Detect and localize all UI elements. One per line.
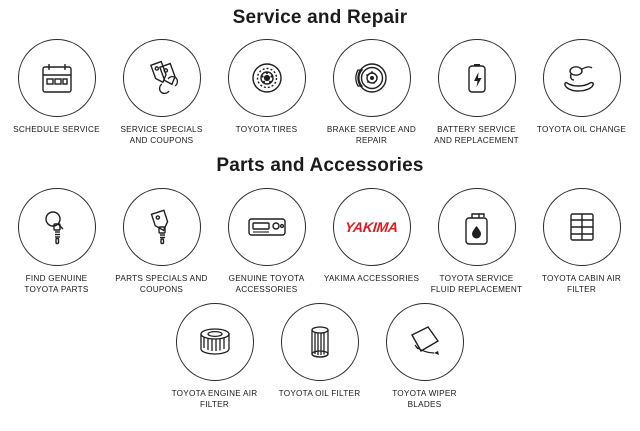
tile-label: GENUINE TOYOTA ACCESSORIES	[228, 274, 305, 295]
tile-brake-service-and-repair[interactable]	[319, 39, 424, 146]
tile-label: PARTS SPECIALS AND COUPONS	[115, 274, 208, 295]
oil-can-pour-icon	[560, 58, 604, 98]
cabin-air-filter-icon	[563, 207, 601, 247]
tile-label: TOYOTA OIL CHANGE	[536, 125, 627, 134]
tile-label: TOYOTA OIL FILTER	[278, 389, 361, 399]
tile-toyota-cabin-air-filter[interactable]	[529, 188, 634, 295]
icon-circle	[543, 39, 621, 117]
icon-circle	[333, 39, 411, 117]
icon-circle	[438, 188, 516, 266]
yakima-logo: YAKIMA	[344, 219, 399, 236]
tile-label: SERVICE SPECIALS AND COUPONS	[120, 125, 203, 146]
icon-circle	[281, 303, 359, 381]
tire-icon	[246, 57, 288, 99]
tile-schedule-service[interactable]	[4, 39, 109, 146]
tile-yakima-accessories[interactable]	[319, 188, 424, 295]
tile-toyota-oil-filter[interactable]	[267, 303, 372, 410]
icon-circle	[18, 188, 96, 266]
battery-icon	[457, 58, 497, 98]
icon-circle	[543, 188, 621, 266]
calendar-icon	[37, 58, 77, 98]
tile-label: TOYOTA TIRES	[235, 125, 298, 134]
tile-label: BATTERY SERVICE AND REPLACEMENT	[434, 125, 519, 146]
tile-genuine-toyota-accessories[interactable]	[214, 188, 319, 295]
tile-toyota-wiper-blades[interactable]	[372, 303, 477, 410]
icon-circle	[176, 303, 254, 381]
tile-label: SCHEDULE SERVICE	[13, 125, 100, 134]
tile-parts-specials-and-coupons[interactable]	[109, 188, 214, 295]
icon-circle	[228, 188, 306, 266]
icon-circle	[18, 39, 96, 117]
page-title-service-and-repair: Service and Repair	[232, 7, 408, 28]
icon-circle	[228, 39, 306, 117]
oil-filter-icon	[303, 321, 337, 363]
tile-label: FIND GENUINE TOYOTA PARTS	[24, 274, 89, 295]
icon-circle	[438, 39, 516, 117]
fluid-jug-drop-icon	[458, 206, 496, 248]
parts-and-accessories-grid-row-2	[0, 303, 640, 410]
tile-label: TOYOTA WIPER BLADES	[392, 389, 457, 410]
tile-label: TOYOTA ENGINE AIR FILTER	[171, 389, 258, 410]
tag-shock-absorber-icon	[141, 206, 183, 248]
service-and-repair-grid	[0, 39, 640, 146]
tile-find-genuine-toyota-parts[interactable]	[4, 188, 109, 295]
icon-circle	[386, 303, 464, 381]
icon-circle	[123, 39, 201, 117]
wiper-blades-icon	[404, 321, 446, 363]
tile-toyota-engine-air-filter[interactable]	[162, 303, 267, 410]
tile-battery-service-and-replacement[interactable]	[424, 39, 529, 146]
car-radio-icon	[245, 210, 289, 244]
tile-label: TOYOTA SERVICE FLUID REPLACEMENT	[430, 274, 523, 295]
tile-label: TOYOTA CABIN AIR FILTER	[541, 274, 622, 295]
tile-toyota-oil-change[interactable]	[529, 39, 634, 146]
tile-toyota-tires[interactable]	[214, 39, 319, 146]
parts-and-accessories-grid-row-1	[0, 188, 640, 295]
icon-circle	[333, 188, 411, 266]
tags-wrench-icon	[141, 57, 183, 99]
brake-rotor-icon	[350, 56, 394, 100]
page-title-parts-and-accessories: Parts and Accessories	[216, 155, 424, 177]
tile-label: YAKIMA ACCESSORIES	[323, 274, 420, 284]
tile-label: BRAKE SERVICE AND REPAIR	[326, 125, 417, 146]
tile-toyota-service-fluid-replacement[interactable]	[424, 188, 529, 295]
magnifier-shock-absorber-icon	[36, 206, 78, 248]
icon-circle	[123, 188, 201, 266]
tile-service-specials-and-coupons[interactable]	[109, 39, 214, 146]
engine-air-filter-icon	[193, 323, 237, 361]
